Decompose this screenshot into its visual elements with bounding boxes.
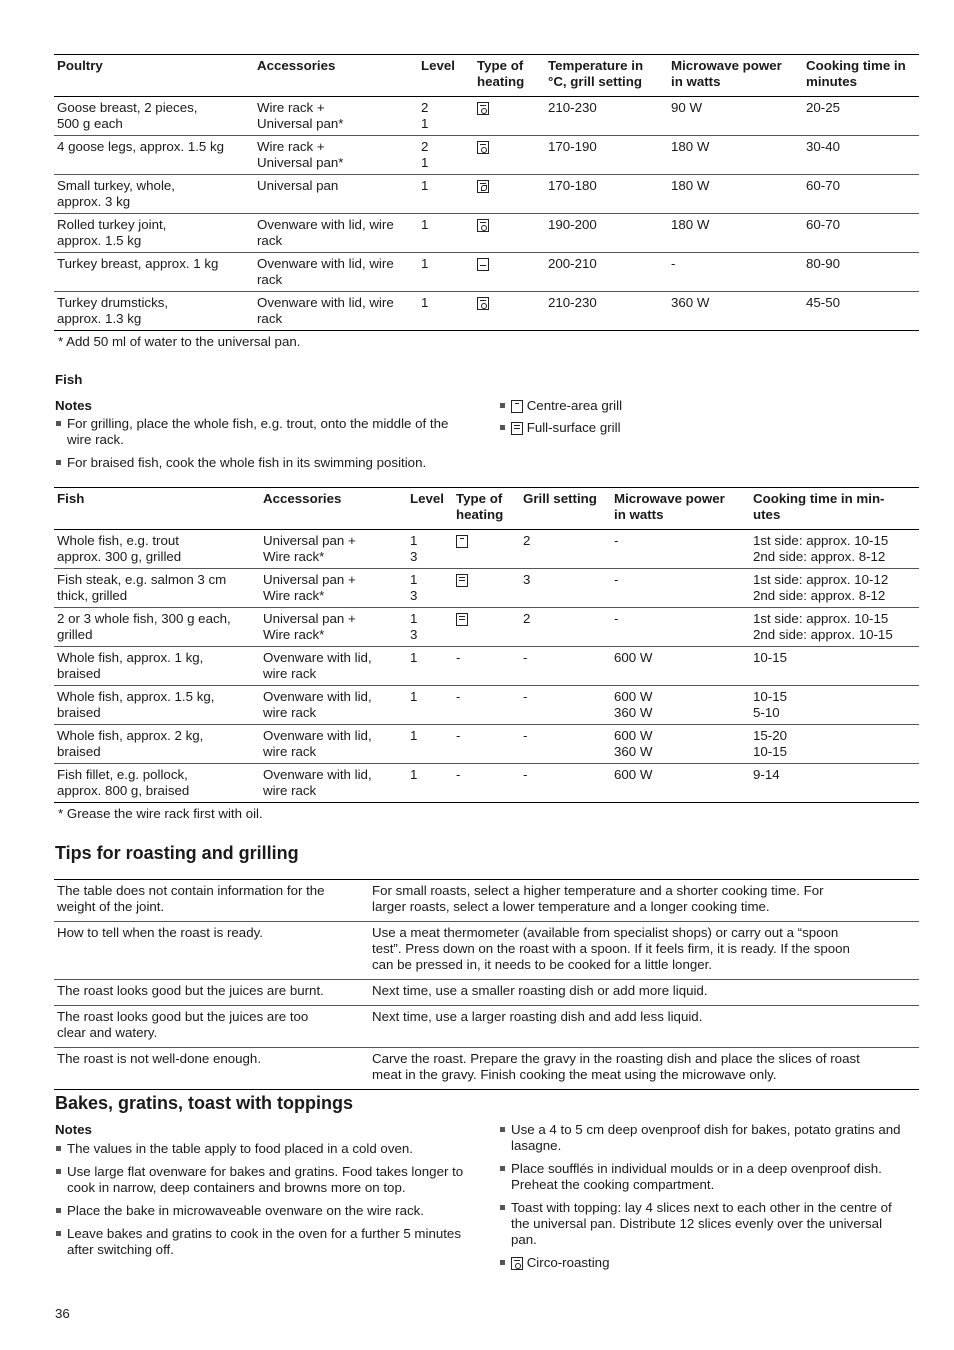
bakes-note: Place soufflés in individual moulds or in a deep ovenproof dish. Preheat the cooking compartment. (499, 1161, 909, 1193)
poultry-name: Small turkey, whole, approx. 3 kg (57, 178, 175, 209)
poultry-cooking-time: 60-70 (806, 217, 841, 232)
bakes-note: The values in the table apply to food placed in a cold oven. (55, 1141, 475, 1157)
poultry-heating-type (474, 292, 545, 331)
centre-area-grill-label: Centre-area grill (526, 398, 623, 413)
bakes-note: Use a 4 to 5 cm deep ovenproof dish for bakes, potato gratins and lasagne. (499, 1122, 909, 1154)
poultry-level: 1 (421, 217, 429, 232)
fish-table-header (54, 488, 919, 530)
fish-accessories: Ovenware with lid, wire rack (263, 689, 372, 720)
fish-microwave-power: 600 W 360 W (614, 728, 653, 759)
full-surface-grill-label: Full-surface grill (526, 420, 621, 435)
centre-area-grill-icon (456, 535, 468, 548)
poultry-temperature: 170-190 (548, 139, 597, 154)
tip-problem: The roast looks good but the juices are too clear and watery. (57, 1009, 309, 1040)
fish-name: Fish fillet, e.g. pollock, approx. 800 g, braised (57, 767, 190, 798)
poultry-heating-type (474, 136, 545, 175)
fish-level: 1 3 (410, 533, 418, 564)
poultry-microwave-power: 360 W (671, 295, 710, 310)
poultry-accessories: Wire rack + Universal pan* (257, 100, 344, 131)
circo-roasting-icon (477, 141, 489, 154)
fish-grill-setting: 2 (523, 533, 531, 548)
fish-accessories: Universal pan + Wire rack* (263, 533, 356, 564)
poultry-temperature: 210-230 (548, 295, 597, 310)
poultry-footnote: * Add 50 ml of water to the universal pan. (58, 334, 301, 349)
tip-solution: Next time, use a smaller roasting dish or add more liquid. (372, 983, 708, 998)
bottom-heat-icon (477, 258, 489, 271)
fish-name: Fish steak, e.g. salmon 3 cm thick, grilled (57, 572, 227, 603)
poultry-header-cell: Poultry (57, 58, 103, 73)
table-row (54, 569, 919, 608)
bakes-note: Toast with topping: lay 4 slices next to each other in the centre of the universal pan. Distribute 12 slices evenly over the universal pan. (499, 1200, 909, 1248)
table-row (54, 253, 919, 292)
poultry-cooking-time: 30-40 (806, 139, 841, 154)
fish-heating-type (453, 569, 520, 608)
poultry-header-cell: Type of heating (477, 58, 525, 89)
table-row (54, 764, 919, 803)
tip-problem: The roast looks good but the juices are burnt. (57, 983, 324, 998)
fish-header-cell: Microwave power in watts (614, 491, 725, 522)
tips-title: Tips for roasting and grilling (55, 843, 299, 863)
fish-cooking-time: 15-20 10-15 (753, 728, 788, 759)
tip-problem: How to tell when the roast is ready. (57, 925, 263, 940)
full-surface-grill-icon (456, 613, 468, 626)
poultry-microwave-power: - (671, 256, 676, 271)
centre-area-grill-icon (511, 400, 523, 413)
fish-heating-type: - (456, 689, 461, 704)
table-row (54, 686, 919, 725)
fish-name: 2 or 3 whole fish, 300 g each, grilled (57, 611, 231, 642)
bakes-notes-left (55, 1141, 475, 1265)
fish-heating-type: - (456, 767, 461, 782)
poultry-cooking-time: 20-25 (806, 100, 841, 115)
table-row (54, 1048, 919, 1090)
fish-accessories: Ovenware with lid, wire rack (263, 728, 372, 759)
circo-roasting-label: Circo-roasting (526, 1255, 610, 1270)
poultry-accessories: Universal pan (257, 178, 339, 193)
fish-level: 1 3 (410, 611, 418, 642)
poultry-microwave-power: 180 W (671, 139, 710, 154)
table-row (54, 214, 919, 253)
fish-grill-setting: 2 (523, 611, 531, 626)
poultry-temperature: 170-180 (548, 178, 597, 193)
fish-cooking-time: 10-15 (753, 650, 788, 665)
fish-footnote: * Grease the wire rack first with oil. (58, 806, 263, 821)
tip-problem: The roast is not well-done enough. (57, 1051, 262, 1066)
poultry-accessories: Ovenware with lid, wire rack (257, 256, 394, 287)
fish-notes-title: Notes (55, 398, 92, 413)
poultry-temperature: 200-210 (548, 256, 597, 271)
poultry-name: Rolled turkey joint, approx. 1.5 kg (57, 217, 167, 248)
fish-notes-left (55, 416, 475, 471)
fish-level: 1 (410, 650, 418, 665)
hot-air-grilling-icon (477, 180, 489, 193)
fish-cooking-time: 10-15 5-10 (753, 689, 788, 720)
fish-cooking-time: 1st side: approx. 10-15 2nd side: approx. 10-15 (753, 611, 893, 642)
poultry-header-cell: Level (421, 58, 456, 73)
tip-problem: The table does not contain information for the weight of the joint. (57, 883, 325, 914)
poultry-name: Turkey drumsticks, approx. 1.3 kg (57, 295, 169, 326)
bakes-notes-right (499, 1122, 909, 1278)
bakes-note: Use large flat ovenware for bakes and gratins. Food takes longer to cook in narrow, deep containers and browns more on top. (55, 1164, 475, 1196)
table-row (54, 292, 919, 331)
bakes-note: Leave bakes and gratins to cook in the oven for a further 5 minutes after switching off. (55, 1226, 475, 1258)
fish-heating-type: - (456, 728, 461, 743)
fish-accessories: Ovenware with lid, wire rack (263, 650, 372, 681)
table-row (54, 922, 919, 980)
fish-microwave-power: - (614, 572, 619, 587)
fish-grill-setting: - (523, 650, 528, 665)
tip-solution: Use a meat thermometer (available from specialist shops) or carry out a “spoon test”. Press down on the roast with a spoon. If it feels firm, it is ready. If the spoon can be pressed in, it needs to be cooked for a little longer. (372, 925, 850, 972)
poultry-microwave-power: 180 W (671, 178, 710, 193)
fish-microwave-power: 600 W (614, 767, 653, 782)
poultry-microwave-power: 90 W (671, 100, 703, 115)
poultry-temperature: 210-230 (548, 100, 597, 115)
table-row (54, 647, 919, 686)
table-row (54, 880, 919, 922)
poultry-level: 2 1 (421, 100, 429, 131)
full-surface-grill-icon (456, 574, 468, 587)
fish-note-2: For braised fish, cook the whole fish in its swimming position. (55, 455, 475, 471)
fish-header-cell: Type of heating (456, 491, 504, 522)
tip-solution: For small roasts, select a higher temperature and a shorter cooking time. For larger roasts, select a lower temperature and a longer cooking time. (372, 883, 824, 914)
fish-name: Whole fish, approx. 1 kg, braised (57, 650, 204, 681)
fish-cooking-time: 1st side: approx. 10-12 2nd side: approx. 8-12 (753, 572, 889, 603)
poultry-name: 4 goose legs, approx. 1.5 kg (57, 139, 225, 154)
poultry-accessories: Ovenware with lid, wire rack (257, 217, 394, 248)
poultry-level: 2 1 (421, 139, 429, 170)
fish-note-centre-grill (499, 398, 799, 414)
fish-grill-setting: - (523, 689, 528, 704)
fish-name: Whole fish, approx. 2 kg, braised (57, 728, 204, 759)
circo-roasting-icon (477, 297, 489, 310)
circo-roasting-icon (511, 1257, 523, 1270)
table-row (54, 175, 919, 214)
page-number: 36 (55, 1306, 70, 1321)
fish-header-cell: Fish (57, 491, 85, 506)
fish-accessories: Universal pan + Wire rack* (263, 611, 356, 642)
poultry-heating-type (474, 97, 545, 136)
fish-accessories: Ovenware with lid, wire rack (263, 767, 372, 798)
circo-roasting-icon (477, 102, 489, 115)
poultry-header-cell: Cooking time in minutes (806, 58, 906, 89)
fish-grill-setting: - (523, 767, 528, 782)
poultry-heating-type (474, 214, 545, 253)
poultry-accessories: Wire rack + Universal pan* (257, 139, 344, 170)
poultry-accessories: Ovenware with lid, wire rack (257, 295, 394, 326)
poultry-cooking-time: 60-70 (806, 178, 841, 193)
tips-table (54, 879, 919, 1090)
fish-name: Whole fish, approx. 1.5 kg, braised (57, 689, 215, 720)
fish-header-cell: Grill setting (523, 491, 597, 506)
table-row (54, 725, 919, 764)
fish-level: 1 (410, 689, 418, 704)
bakes-notes-title: Notes (55, 1122, 92, 1137)
fish-level: 1 3 (410, 572, 418, 603)
poultry-table-header (54, 55, 919, 97)
fish-grill-setting: 3 (523, 572, 531, 587)
poultry-level: 1 (421, 178, 429, 193)
bakes-title: Bakes, gratins, toast with toppings (55, 1093, 354, 1113)
fish-table (54, 487, 919, 803)
poultry-heating-type (474, 253, 545, 292)
fish-note-1: For grilling, place the whole fish, e.g. trout, onto the middle of the wire rack. (55, 416, 475, 448)
fish-heating-type (453, 608, 520, 647)
fish-heating-type (453, 530, 520, 569)
fish-microwave-power: - (614, 533, 619, 548)
fish-notes-right (499, 398, 799, 436)
table-row (54, 980, 919, 1006)
table-row (54, 608, 919, 647)
fish-accessories: Universal pan + Wire rack* (263, 572, 356, 603)
full-surface-grill-icon (511, 422, 523, 435)
fish-name: Whole fish, e.g. trout approx. 300 g, grilled (57, 533, 182, 564)
poultry-cooking-time: 45-50 (806, 295, 841, 310)
fish-header-cell: Cooking time in min- utes (753, 491, 885, 522)
table-row (54, 1006, 919, 1048)
fish-heating-type: - (456, 650, 461, 665)
table-row (54, 530, 919, 569)
fish-microwave-power: 600 W (614, 650, 653, 665)
fish-level: 1 (410, 767, 418, 782)
fish-microwave-power: 600 W 360 W (614, 689, 653, 720)
poultry-header-cell: Temperature in °C, grill setting (548, 58, 644, 89)
poultry-level: 1 (421, 256, 429, 271)
table-row (54, 97, 919, 136)
tip-solution: Carve the roast. Prepare the gravy in the roasting dish and place the slices of roast meat in the gravy. Finish cooking the meat using the microwave only. (372, 1051, 860, 1082)
fish-header-cell: Level (410, 491, 445, 506)
poultry-name: Turkey breast, approx. 1 kg (57, 256, 219, 271)
fish-header-cell: Accessories (263, 491, 342, 506)
poultry-name: Goose breast, 2 pieces, 500 g each (57, 100, 198, 131)
fish-cooking-time: 1st side: approx. 10-15 2nd side: approx. 8-12 (753, 533, 889, 564)
table-row (54, 136, 919, 175)
fish-title: Fish (55, 372, 83, 387)
poultry-level: 1 (421, 295, 429, 310)
bakes-note-circo (499, 1255, 909, 1271)
tip-solution: Next time, use a larger roasting dish and add less liquid. (372, 1009, 703, 1024)
poultry-header-cell: Microwave power in watts (671, 58, 782, 89)
fish-note-full-grill (499, 420, 799, 436)
poultry-cooking-time: 80-90 (806, 256, 841, 271)
poultry-table (54, 54, 919, 331)
poultry-header-cell: Accessories (257, 58, 336, 73)
fish-grill-setting: - (523, 728, 528, 743)
fish-level: 1 (410, 728, 418, 743)
fish-microwave-power: - (614, 611, 619, 626)
poultry-heating-type (474, 175, 545, 214)
circo-roasting-icon (477, 219, 489, 232)
bakes-note: Place the bake in microwaveable ovenware on the wire rack. (55, 1203, 475, 1219)
poultry-microwave-power: 180 W (671, 217, 710, 232)
fish-cooking-time: 9-14 (753, 767, 780, 782)
poultry-temperature: 190-200 (548, 217, 597, 232)
